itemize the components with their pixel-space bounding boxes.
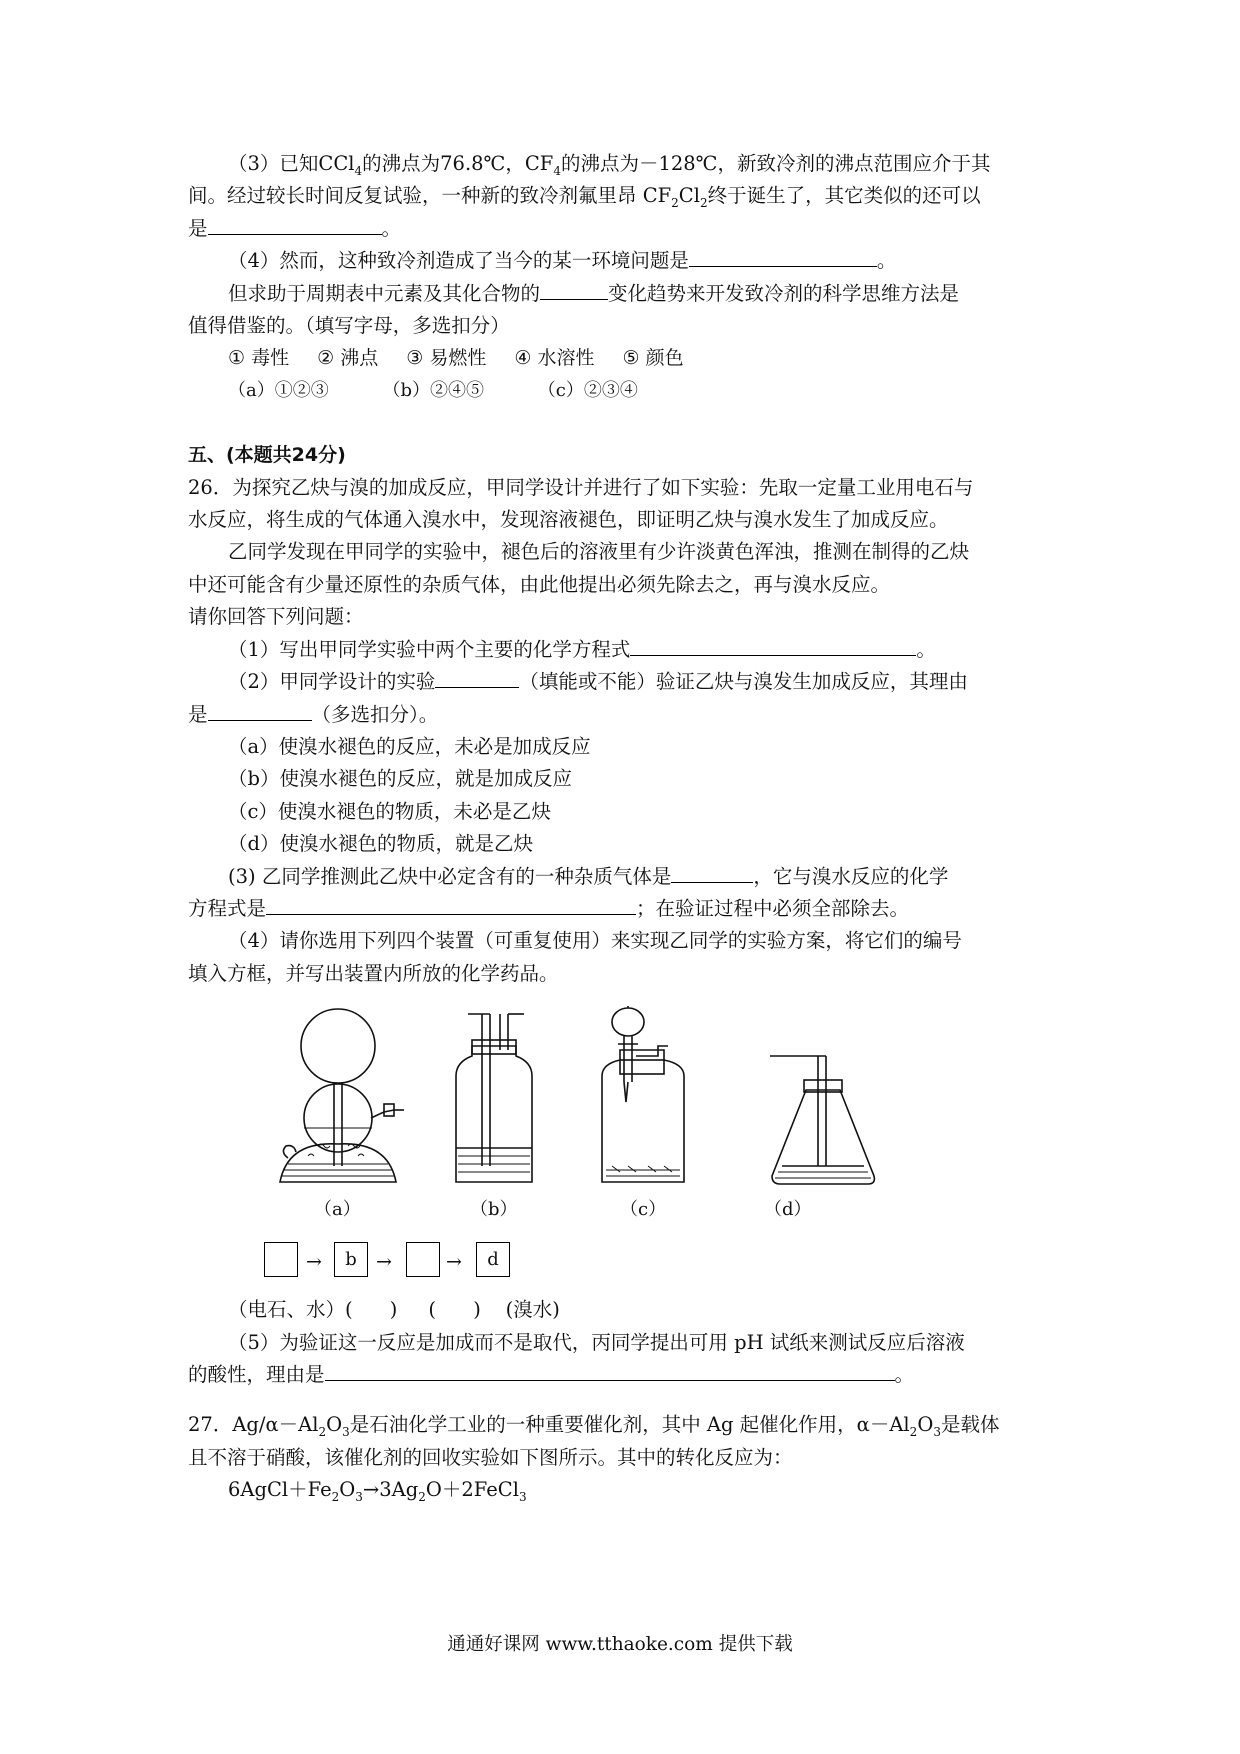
q26-intro-line3: 乙同学发现在甲同学的实验中，褪色后的溶液里有少许淡黄色浑浊，推测在制得的乙炔 xyxy=(228,540,970,564)
q26-intro-line4: 中还可能含有少量还原性的杂质气体，由此他提出必须先除去之，再与溴水反应。 xyxy=(188,572,891,596)
subscript: 2 xyxy=(909,1425,918,1440)
property-item: ① 毒性 xyxy=(228,347,290,370)
text: 。 xyxy=(381,216,402,240)
q25-part4-line1 xyxy=(188,245,1064,277)
subscript: 3 xyxy=(342,1425,350,1440)
funnel-bottle-icon xyxy=(602,1006,684,1182)
q25-part3-line3 xyxy=(188,213,1064,245)
flow-box-4[interactable]: d xyxy=(476,1242,510,1277)
q26-part3-line2 xyxy=(188,893,1064,925)
text: 是石油化学工业的一种重要催化剂，其中 Ag 起催化作用，α－Al xyxy=(349,1413,910,1437)
text: ，它与溴水反应的化学 xyxy=(753,864,949,888)
property-item: ④ 水溶性 xyxy=(514,347,595,370)
text: O xyxy=(917,1413,934,1437)
subscript: 2 xyxy=(331,1490,340,1505)
answer-blank[interactable] xyxy=(630,634,916,656)
wash-bottle-icon xyxy=(456,1014,532,1182)
q25-properties xyxy=(188,342,1064,374)
flow-arrow-icon: → xyxy=(376,1251,392,1274)
q26-part2-line1 xyxy=(188,666,1064,698)
apparatus-drawings xyxy=(188,1006,1064,1186)
q25-choices xyxy=(188,375,1064,407)
flow-box-3[interactable] xyxy=(406,1242,440,1277)
flow-box-2[interactable]: b xyxy=(334,1242,368,1277)
text: →3Ag xyxy=(362,1478,419,1502)
q27-line2: 且不溶于硝酸，该催化剂的回收实验如下图所示。其中的转化反应为： xyxy=(188,1445,793,1469)
q26-option: （d）使溴水褪色的物质，就是乙炔 xyxy=(228,832,533,856)
text: 间。经过较长时间反复试验，一种新的致冷剂氟里昂 CF xyxy=(188,184,672,208)
text: O xyxy=(326,1413,343,1437)
subscript: 2 xyxy=(318,1425,327,1440)
text: (3) 乙同学推测此乙炔中必定含有的一种杂质气体是 xyxy=(228,864,672,888)
figure-label-b: （b） xyxy=(470,1199,518,1221)
property-item: ⑤ 颜色 xyxy=(622,347,684,370)
figure-label-c: （c） xyxy=(620,1199,667,1221)
text: O xyxy=(339,1478,356,1502)
text: 终于诞生了，其它类似的还可以 xyxy=(707,184,981,208)
text: Cl xyxy=(678,184,700,208)
q27-equation xyxy=(188,1474,1064,1506)
answer-blank[interactable] xyxy=(435,666,519,688)
subscript: 4 xyxy=(354,163,363,178)
text: （2）甲同学设计的实验 xyxy=(228,670,436,694)
choice-item: （a）①②③ xyxy=(228,379,329,401)
q26-intro-line2: 水反应，将生成的气体通入溴水中，发现溶液褪色，即证明乙炔与溴水发生了加成反应。 xyxy=(188,508,949,532)
section-heading: 五、(本题共24分) xyxy=(188,444,346,467)
answer-blank[interactable] xyxy=(325,1359,895,1381)
text: 。 xyxy=(894,1362,915,1386)
wash-bottle-liquid-icon xyxy=(458,1156,530,1172)
text: （多选扣分）。 xyxy=(311,702,439,726)
text: ；在验证过程中必须全部除去。 xyxy=(636,896,910,920)
text: （1）写出甲同学实验中两个主要的化学方程式 xyxy=(228,637,631,661)
text: 的沸点为76.8℃，CF xyxy=(362,152,554,175)
text: 的酸性，理由是 xyxy=(188,1362,325,1386)
q26-part3-line1 xyxy=(188,861,1064,893)
subscript: 2 xyxy=(671,196,679,211)
text: 方程式是 xyxy=(188,896,267,920)
text: 6AgCl＋Fe xyxy=(228,1478,332,1502)
text: （4）然而，这种致冷剂造成了当今的某一环境问题是 xyxy=(228,249,689,273)
q26-option: （b）使溴水褪色的反应，就是加成反应 xyxy=(228,767,572,791)
q25-part3-line2 xyxy=(188,180,1064,212)
flask-liquid-icon xyxy=(775,1172,871,1178)
q25-part3-line1 xyxy=(188,148,1064,180)
page-content xyxy=(188,148,1064,1507)
q26-intro-line1: 26．为探究乙炔与溴的加成反应，甲同学设计并进行了如下实验：先取一定量工业用电石与 xyxy=(188,475,974,499)
page-footer: 通通好课网 www.tthaoke.com 提供下载 xyxy=(447,1634,793,1655)
conical-flask-icon xyxy=(770,1056,874,1184)
text: 。 xyxy=(916,637,936,661)
q26-reagent-line: （电石、水）( ) ( ) (溴水) xyxy=(228,1298,560,1322)
text: 是载体 xyxy=(940,1413,1000,1437)
text: （填能或不能）验证乙炔与溴发生加成反应，其理由 xyxy=(519,670,968,694)
flow-arrow-icon: → xyxy=(306,1251,322,1274)
q26-part4-line1: （4）请你选用下列四个装置（可重复使用）来实现乙同学的实验方案，将它们的编号 xyxy=(228,929,962,953)
flow-box-1[interactable] xyxy=(264,1242,298,1277)
subscript: 2 xyxy=(699,196,708,211)
subscript: 3 xyxy=(355,1490,363,1505)
answer-blank[interactable] xyxy=(266,893,636,915)
q26-part5-line1: （5）为验证这一反应是加成而不是取代，丙同学提出可用 pH 试纸来测试反应后溶液 xyxy=(228,1330,965,1354)
subscript: 4 xyxy=(553,163,561,178)
text: 的沸点为－128℃，新致冷剂的沸点范围应介于其 xyxy=(560,152,991,175)
answer-blank[interactable] xyxy=(208,213,382,235)
text: 变化趋势来开发致冷剂的科学思维方法是 xyxy=(608,281,960,305)
q26-part2-line2 xyxy=(188,699,1064,731)
subscript: 3 xyxy=(518,1490,527,1505)
choice-item: （b）②④⑤ xyxy=(382,379,484,401)
text: 是 xyxy=(188,702,208,726)
figure-label-a: （a） xyxy=(314,1199,361,1221)
q27-line1 xyxy=(188,1409,1064,1441)
q26-option: （c）使溴水褪色的物质，未必是乙炔 xyxy=(228,799,551,823)
text: O＋2FeCl xyxy=(425,1478,519,1502)
choice-item: （c）②③④ xyxy=(537,379,638,401)
q26-intro-line5: 请你回答下列问题： xyxy=(188,605,364,629)
q26-part4-line2: 填入方框，并写出装置内所放的化学药品。 xyxy=(188,961,559,985)
subscript: 2 xyxy=(418,1490,426,1505)
apparatus-figure xyxy=(188,1006,1064,1288)
property-item: ② 沸点 xyxy=(317,347,379,370)
text: 27．Ag/α－Al xyxy=(188,1413,319,1437)
answer-blank[interactable] xyxy=(208,699,312,721)
answer-blank[interactable] xyxy=(540,278,608,300)
subscript: 3 xyxy=(933,1425,941,1440)
figure-label-d: （d） xyxy=(764,1199,812,1221)
flow-arrow-icon: → xyxy=(446,1251,462,1274)
q26-option: （a）使溴水褪色的反应，未必是加成反应 xyxy=(228,734,591,758)
q25-part4-line3: 值得借鉴的。（填写字母，多选扣分） xyxy=(188,314,510,338)
text: 。 xyxy=(876,249,897,273)
q26-part5-line2 xyxy=(188,1359,1064,1391)
answer-blank[interactable] xyxy=(689,245,877,267)
q25-part4-line2 xyxy=(188,278,1064,310)
funnel-bottle-solid-icon xyxy=(606,1166,680,1176)
text: 但求助于周期表中元素及其化合物的 xyxy=(228,281,541,305)
kipp-apparatus-icon xyxy=(280,1009,404,1182)
q26-part1 xyxy=(188,634,1064,666)
property-item: ③ 易燃性 xyxy=(406,347,487,370)
text: （3）已知CCl xyxy=(228,152,355,175)
answer-blank[interactable] xyxy=(671,861,753,883)
text: 是 xyxy=(188,216,208,240)
